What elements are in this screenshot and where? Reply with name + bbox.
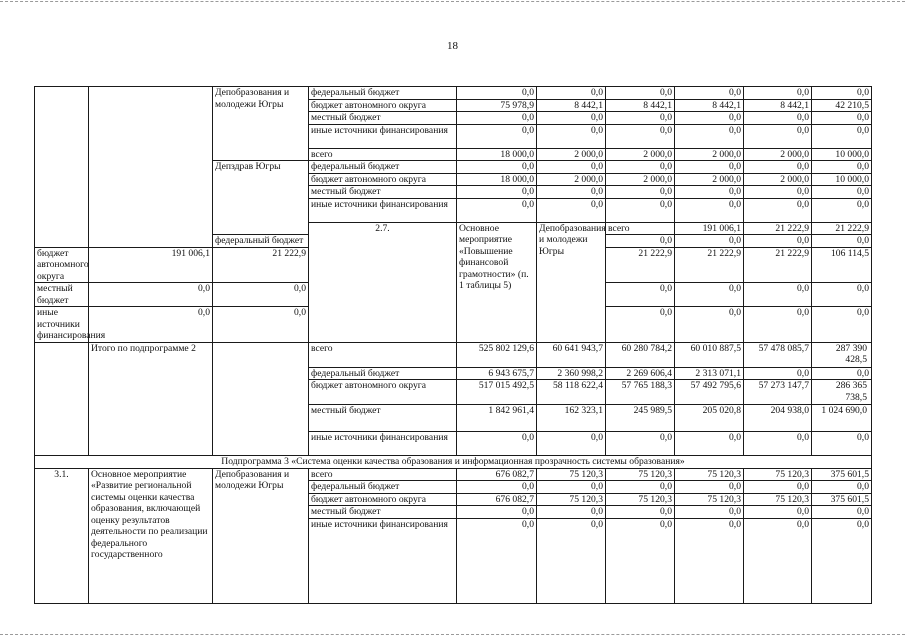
- value-cell: 0,0: [812, 506, 872, 519]
- value-cell: 0,0: [213, 283, 309, 307]
- value-cell: 0,0: [537, 518, 606, 603]
- value-cell: 0,0: [606, 518, 675, 603]
- value-cell: 0,0: [606, 432, 675, 456]
- value-cell: 21 222,9: [675, 247, 744, 283]
- source-cell: бюджет автономного округа: [309, 380, 457, 405]
- value-cell: 2 000,0: [606, 148, 675, 161]
- value-cell: 375 601,5: [812, 493, 872, 506]
- value-cell: 0,0: [457, 432, 537, 456]
- value-cell: 75 120,3: [744, 468, 812, 481]
- source-cell: бюджет автономного округа: [309, 493, 457, 506]
- value-cell: 2 360 998,2: [537, 367, 606, 380]
- value-cell: 0,0: [457, 481, 537, 494]
- value-cell: 21 222,9: [812, 222, 872, 235]
- value-cell: 1 024 690,0: [812, 405, 872, 432]
- value-cell: 0,0: [213, 307, 309, 343]
- value-cell: 245 989,5: [606, 405, 675, 432]
- value-cell: 0,0: [606, 506, 675, 519]
- value-cell: 0,0: [675, 235, 744, 248]
- value-cell: 0,0: [457, 198, 537, 222]
- value-cell: 75 120,3: [606, 493, 675, 506]
- value-cell: 0,0: [675, 307, 744, 343]
- value-cell: 0,0: [744, 186, 812, 199]
- value-cell: 6 943 675,7: [457, 367, 537, 380]
- value-cell: 0,0: [675, 518, 744, 603]
- value-cell: 0,0: [744, 112, 812, 125]
- source-cell: иные источники финансирования: [309, 432, 457, 456]
- value-cell: 287 390 428,5: [812, 342, 872, 367]
- value-cell: 0,0: [812, 283, 872, 307]
- value-cell: 0,0: [457, 87, 537, 100]
- value-cell: 0,0: [675, 198, 744, 222]
- source-cell: федеральный бюджет: [309, 367, 457, 380]
- value-cell: 2 269 606,4: [606, 367, 675, 380]
- source-cell: всего: [309, 342, 457, 367]
- row-number-cell: [35, 342, 89, 456]
- value-cell: 375 601,5: [812, 468, 872, 481]
- value-cell: 60 010 887,5: [675, 342, 744, 367]
- value-cell: 0,0: [675, 161, 744, 174]
- value-cell: 0,0: [537, 198, 606, 222]
- value-cell: 0,0: [606, 283, 675, 307]
- activity-cell: Основное мероприятие «Развитие региональной системы оценки качества образования, включающей оценку результатов деятельности по реализации федерального государственного: [89, 468, 213, 603]
- value-cell: 2 000,0: [744, 173, 812, 186]
- source-cell: иные источники финансирования: [309, 198, 457, 222]
- value-cell: 106 114,5: [812, 247, 872, 283]
- value-cell: 0,0: [812, 518, 872, 603]
- value-cell: 18 000,0: [457, 173, 537, 186]
- value-cell: 57 273 147,7: [744, 380, 812, 405]
- value-cell: 0,0: [812, 307, 872, 343]
- activity-cell: Основное мероприятие «Повышение финансовой грамотности» (п. 1 таблицы 5): [457, 222, 537, 342]
- page-number: 18: [447, 40, 458, 52]
- value-cell: 75 978,9: [457, 99, 537, 112]
- value-cell: 191 006,1: [675, 222, 744, 235]
- source-cell: местный бюджет: [35, 283, 89, 307]
- value-cell: 0,0: [744, 235, 812, 248]
- scan-edge-bottom: [0, 634, 905, 635]
- value-cell: 0,0: [744, 518, 812, 603]
- value-cell: 0,0: [812, 235, 872, 248]
- value-cell: 2 313 071,1: [675, 367, 744, 380]
- value-cell: 0,0: [744, 367, 812, 380]
- value-cell: 0,0: [606, 481, 675, 494]
- value-cell: 0,0: [606, 186, 675, 199]
- value-cell: 75 120,3: [537, 493, 606, 506]
- value-cell: 0,0: [675, 112, 744, 125]
- scan-edge-top: [0, 1, 905, 2]
- value-cell: 204 938,0: [744, 405, 812, 432]
- value-cell: 0,0: [606, 307, 675, 343]
- value-cell: 0,0: [89, 307, 213, 343]
- value-cell: 0,0: [537, 112, 606, 125]
- agency-cell: Депобразования и молодежи Югры: [537, 222, 606, 342]
- value-cell: 0,0: [606, 161, 675, 174]
- value-cell: 21 222,9: [744, 222, 812, 235]
- source-cell: федеральный бюджет: [309, 481, 457, 494]
- value-cell: 2 000,0: [537, 148, 606, 161]
- value-cell: 0,0: [744, 87, 812, 100]
- source-cell: всего: [309, 148, 457, 161]
- value-cell: 0,0: [675, 87, 744, 100]
- value-cell: 0,0: [537, 186, 606, 199]
- source-cell: местный бюджет: [309, 506, 457, 519]
- value-cell: 0,0: [744, 506, 812, 519]
- value-cell: 0,0: [812, 432, 872, 456]
- value-cell: 42 210,5: [812, 99, 872, 112]
- source-cell: всего: [606, 222, 675, 235]
- value-cell: 0,0: [744, 198, 812, 222]
- value-cell: 0,0: [537, 124, 606, 148]
- value-cell: 0,0: [457, 506, 537, 519]
- value-cell: 0,0: [457, 112, 537, 125]
- row-number-cell: 3.1.: [35, 468, 89, 603]
- value-cell: 525 802 129,6: [457, 342, 537, 367]
- source-cell: бюджет автономного округа: [309, 99, 457, 112]
- section-title: Подпрограмма 3 «Система оценки качества образования и информационная прозрачность системы образования»: [35, 456, 872, 469]
- table-row: [35, 342, 872, 367]
- activity-cell: Итого по подпрограмме 2: [89, 342, 213, 456]
- value-cell: 0,0: [675, 481, 744, 494]
- value-cell: 0,0: [606, 87, 675, 100]
- value-cell: 0,0: [457, 186, 537, 199]
- source-cell: всего: [309, 468, 457, 481]
- value-cell: 57 765 188,3: [606, 380, 675, 405]
- value-cell: 60 641 943,7: [537, 342, 606, 367]
- table-row: [35, 87, 872, 100]
- row-number-cell: [35, 87, 89, 248]
- value-cell: 0,0: [537, 481, 606, 494]
- value-cell: 676 082,7: [457, 493, 537, 506]
- source-cell: федеральный бюджет: [309, 161, 457, 174]
- value-cell: 58 118 622,4: [537, 380, 606, 405]
- value-cell: 0,0: [812, 481, 872, 494]
- activity-cell: [89, 87, 213, 248]
- source-cell: местный бюджет: [309, 405, 457, 432]
- budget-table: [34, 86, 872, 604]
- value-cell: 191 006,1: [89, 247, 213, 283]
- value-cell: 0,0: [606, 198, 675, 222]
- value-cell: 0,0: [675, 432, 744, 456]
- value-cell: 0,0: [537, 506, 606, 519]
- agency-cell: [213, 342, 309, 456]
- value-cell: 75 120,3: [744, 493, 812, 506]
- value-cell: 0,0: [744, 481, 812, 494]
- value-cell: 0,0: [457, 518, 537, 603]
- value-cell: 0,0: [812, 198, 872, 222]
- value-cell: 517 015 492,5: [457, 380, 537, 405]
- value-cell: 0,0: [812, 87, 872, 100]
- value-cell: 2 000,0: [606, 173, 675, 186]
- value-cell: 2 000,0: [537, 173, 606, 186]
- value-cell: 18 000,0: [457, 148, 537, 161]
- value-cell: 21 222,9: [606, 247, 675, 283]
- source-cell: иные источники финансирования: [309, 124, 457, 148]
- table-row: [35, 456, 872, 469]
- value-cell: 0,0: [812, 161, 872, 174]
- agency-cell: Депобразования и молодежи Югры: [213, 87, 309, 161]
- value-cell: 676 082,7: [457, 468, 537, 481]
- agency-cell: Депобразования и молодежи Югры: [213, 468, 309, 603]
- value-cell: 286 365 738,5: [812, 380, 872, 405]
- value-cell: 8 442,1: [537, 99, 606, 112]
- value-cell: 75 120,3: [675, 493, 744, 506]
- value-cell: 0,0: [457, 124, 537, 148]
- value-cell: 0,0: [606, 235, 675, 248]
- source-cell: иные источники финансирования: [35, 307, 89, 343]
- value-cell: 0,0: [675, 506, 744, 519]
- value-cell: 1 842 961,4: [457, 405, 537, 432]
- value-cell: 2 000,0: [744, 148, 812, 161]
- agency-cell: Депздрав Югры: [213, 161, 309, 235]
- value-cell: 57 492 795,6: [675, 380, 744, 405]
- value-cell: 0,0: [812, 112, 872, 125]
- source-cell: бюджет автономного округа: [309, 173, 457, 186]
- source-cell: иные источники финансирования: [309, 518, 457, 603]
- value-cell: 0,0: [89, 283, 213, 307]
- value-cell: 0,0: [457, 161, 537, 174]
- value-cell: 162 323,1: [537, 405, 606, 432]
- value-cell: 8 442,1: [744, 99, 812, 112]
- value-cell: 57 478 085,7: [744, 342, 812, 367]
- value-cell: 0,0: [812, 124, 872, 148]
- value-cell: 205 020,8: [675, 405, 744, 432]
- value-cell: 0,0: [744, 432, 812, 456]
- value-cell: 75 120,3: [537, 468, 606, 481]
- row-number-cell: 2.7.: [309, 222, 457, 342]
- source-cell: бюджет автономного округа: [35, 247, 89, 283]
- value-cell: 0,0: [537, 432, 606, 456]
- value-cell: 0,0: [606, 124, 675, 148]
- value-cell: 0,0: [675, 124, 744, 148]
- value-cell: 10 000,0: [812, 148, 872, 161]
- value-cell: 10 000,0: [812, 173, 872, 186]
- value-cell: 0,0: [812, 367, 872, 380]
- value-cell: 0,0: [744, 283, 812, 307]
- value-cell: 60 280 784,2: [606, 342, 675, 367]
- source-cell: местный бюджет: [309, 186, 457, 199]
- value-cell: 0,0: [744, 307, 812, 343]
- source-cell: федеральный бюджет: [213, 235, 309, 248]
- source-cell: федеральный бюджет: [309, 87, 457, 100]
- table-row: [35, 468, 872, 481]
- source-cell: местный бюджет: [309, 112, 457, 125]
- value-cell: 8 442,1: [675, 99, 744, 112]
- value-cell: 21 222,9: [213, 247, 309, 283]
- value-cell: 0,0: [537, 161, 606, 174]
- value-cell: 2 000,0: [675, 148, 744, 161]
- value-cell: 0,0: [812, 186, 872, 199]
- value-cell: 0,0: [537, 87, 606, 100]
- value-cell: 75 120,3: [606, 468, 675, 481]
- value-cell: 0,0: [744, 161, 812, 174]
- value-cell: 0,0: [675, 283, 744, 307]
- value-cell: 75 120,3: [675, 468, 744, 481]
- value-cell: 2 000,0: [675, 173, 744, 186]
- value-cell: 0,0: [744, 124, 812, 148]
- value-cell: 8 442,1: [606, 99, 675, 112]
- value-cell: 21 222,9: [744, 247, 812, 283]
- value-cell: 0,0: [675, 186, 744, 199]
- value-cell: 0,0: [606, 112, 675, 125]
